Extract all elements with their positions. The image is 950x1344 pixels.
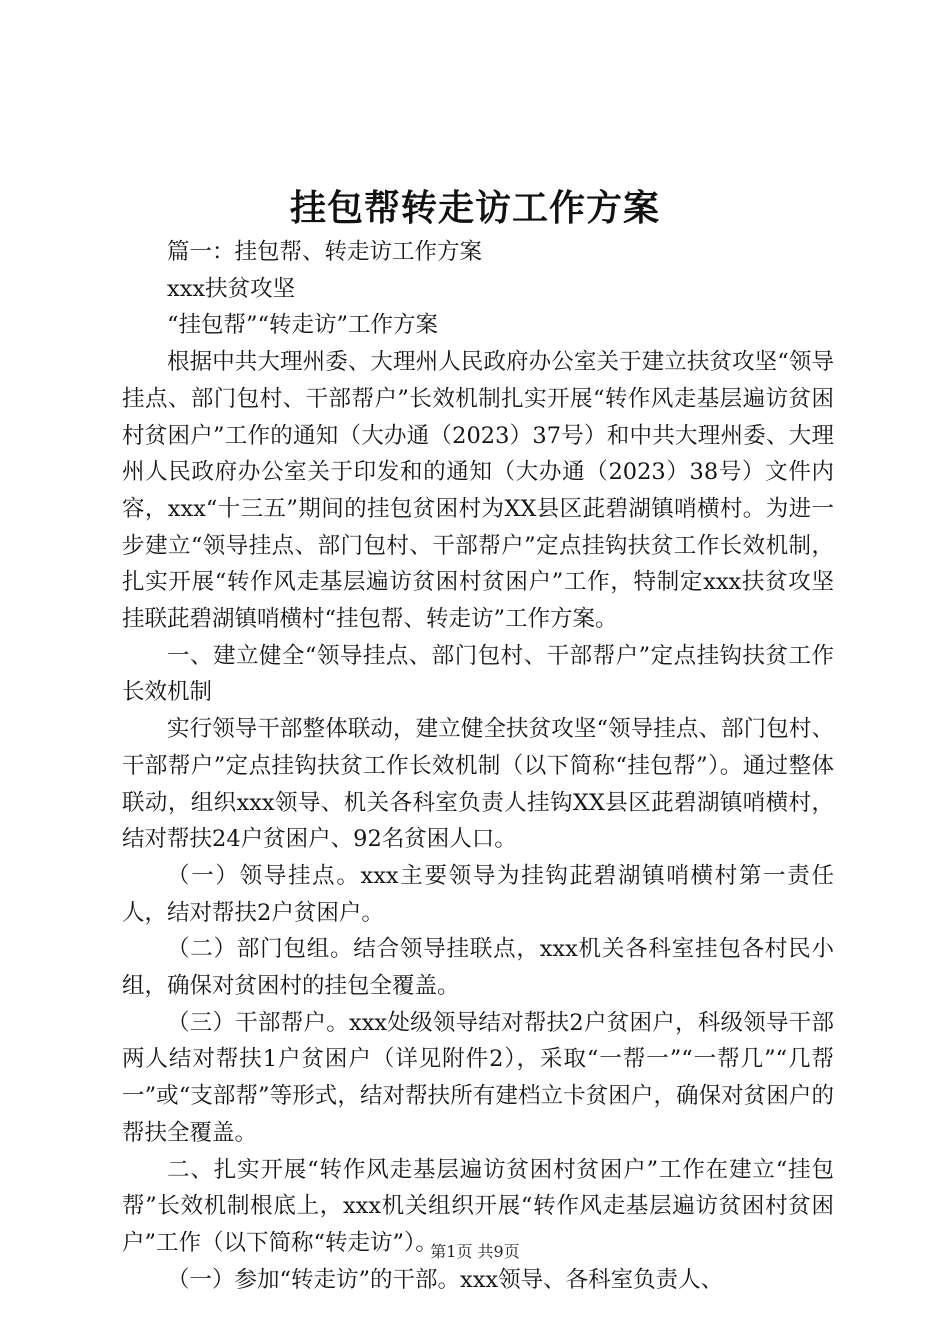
paragraph-section-one-body: 实行领导干部整体联动，建立健全扶贫攻坚“领导挂点、部门包村、干部帮户”定点挂钩扶贫工作长效机制（以下简称“挂包帮”）。通过整体联动，组织xxx领导、机关各科室负责人挂钩XX县区茈碧湖镇哨横村，结对帮扶24户贫困户、92名贫困人口。 [122, 716, 834, 853]
paragraph-intro: 根据中共大理州委、大理州人民政府办公室关于建立扶贫攻坚“领导挂点、部门包村、干部帮户”长效机制扎实开展“转作风走基层遍访贫困村贫困户”工作的通知（大办通（2023）37号）和中共大理州委、大理州人民政府办公室关于印发和的通知（大办通（2023）38号）文件内容，xxx“十三五”期间的挂包贫困村为XX县区茈碧湖镇哨横村。为进一步建立“领导挂点、部门包村、干部帮户”定点挂钩扶贫工作长效机制，扎实开展“转作风走基层遍访贫困村贫困户”工作，特制定xxx扶贫攻坚挂联茈碧湖镇哨横村“挂包帮、转走访”工作方案。 [122, 349, 834, 633]
paragraph-section-one-heading: 一、建立健全“领导挂点、部门包村、干部帮户”定点挂钩扶贫工作长效机制 [122, 642, 834, 706]
page-number: 第1页 [430, 1242, 473, 1261]
paragraph-item-participants: （一）参加“转走访”的干部。xxx领导、各科室负责人、 [167, 1266, 724, 1293]
paragraph-org-name: xxx扶贫攻坚 [167, 275, 296, 302]
document-title: 挂包帮转走访工作方案 [289, 187, 660, 229]
page-total: 共9页 [477, 1242, 520, 1261]
paragraph-section-two: 二、扎实开展“转作风走基层遍访贫困村贫困户”工作在建立“挂包帮”长效机制根底上，xxx机关组织开展“转作风走基层遍访贫困村贫困户”工作（以下简称“转走访”）。 [122, 1156, 834, 1256]
paragraph-plan-title: “挂包帮”“转走访”工作方案 [167, 312, 439, 339]
paragraph-chapter-heading: 篇一：挂包帮、转走访工作方案 [167, 239, 483, 265]
paragraph-item-leader: （一）领导挂点。xxx主要领导为挂钩茈碧湖镇哨横村第一责任人，结对帮扶2户贫困户。 [122, 862, 834, 926]
paragraph-item-department: （二）部门包组。结合领导挂联点，xxx机关各科室挂包各村民小组，确保对贫困村的挂包全覆盖。 [122, 936, 834, 1000]
page-footer [0, 1240, 950, 1264]
document-body [122, 234, 834, 1298]
paragraph-item-cadre: （三）干部帮户。xxx处级领导结对帮扶2户贫困户，科级领导干部两人结对帮扶1户贫困户（详见附件2），采取“一帮一”“一帮几”“几帮一”或“支部帮”等形式，结对帮扶所有建档立卡贫困户，确保对贫困户的帮扶全覆盖。 [122, 1009, 834, 1146]
